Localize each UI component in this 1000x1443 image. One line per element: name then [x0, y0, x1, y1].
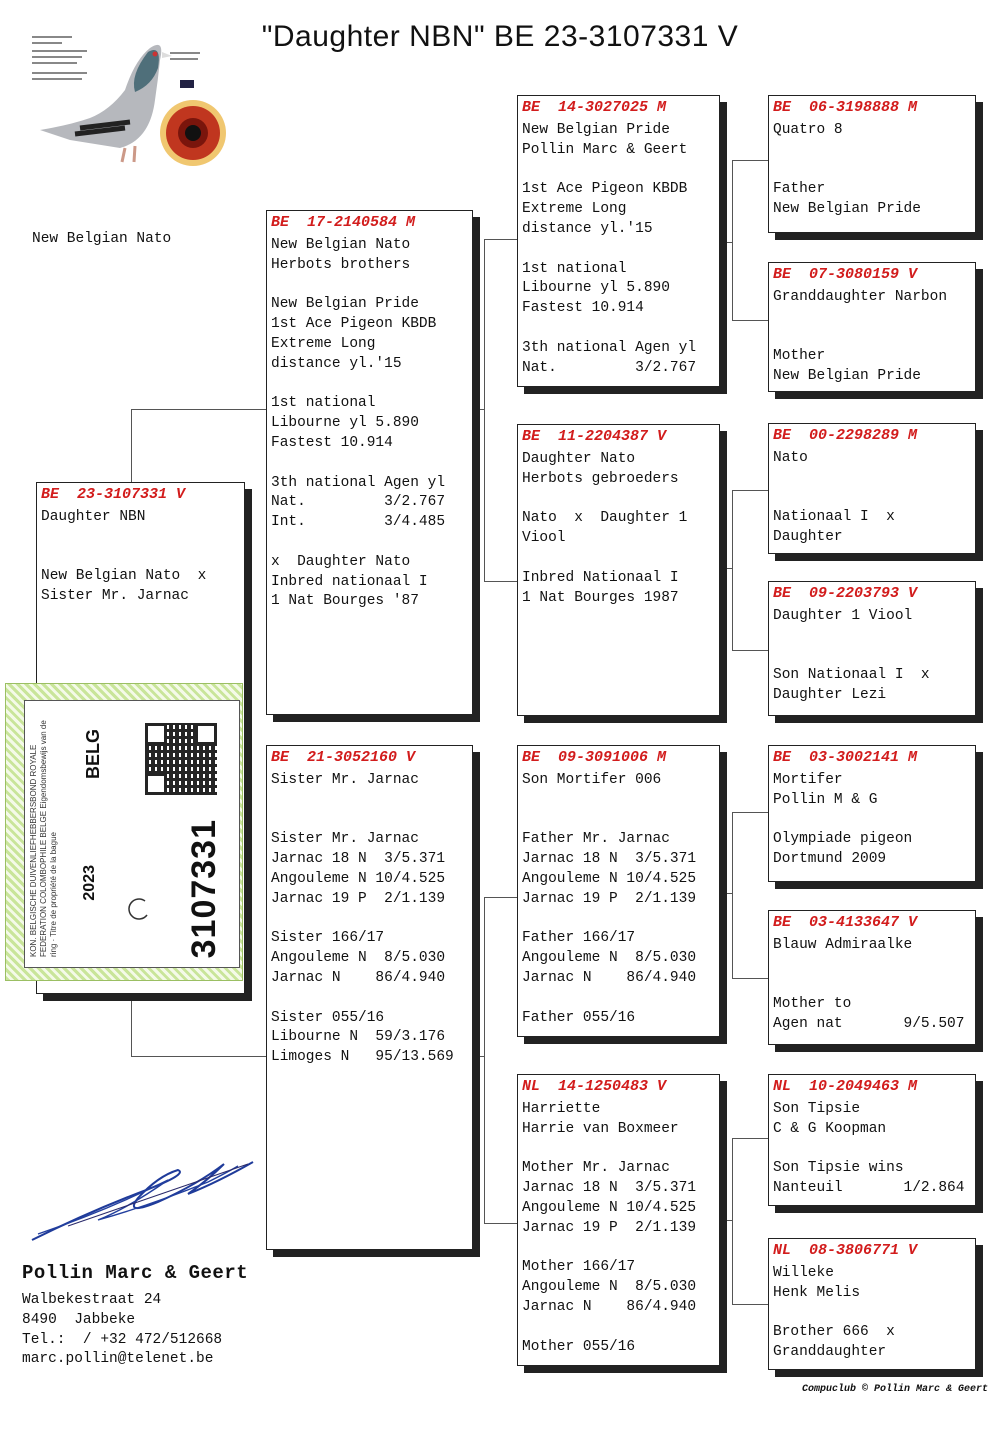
pigeon-details: Granddaughter Narbon Mother New Belgian Pride [773, 289, 948, 385]
pedigree-box-sds [768, 423, 976, 554]
pigeon-details: Harriette Harrie van Boxmeer Mother Mr. Jarnac Jarnac 18 N 3/5.371 Angouleme N 10/4.525 Jarnac 19 P 2/1.139 Mother 166/17 Angouleme N 8/5.030 Jarnac N 86/4.940 Mother 055/16 [522, 1101, 697, 1355]
pedigree-box-sss [768, 95, 976, 233]
pigeon-details: Mortifer Pollin M & G Olympiade pigeon Dortmund 2009 [773, 772, 913, 868]
ring-year: 2023 [81, 865, 98, 901]
pigeon-details: New Belgian Nato Herbots brothers New Belgian Pride 1st Ace Pigeon KBDB Extreme Long distance yl.'15 1st national Libourne yl 5.890 Fastest 10.914 3th national Agen yl Nat. 3/2.767 Int. 3/4.485 x Daughter Nato Inbred nationaal I 1 Nat Bourges '87 [271, 237, 446, 610]
pigeon-details: Son Tipsie C & G Koopman Son Tipsie wins Nanteuil 1/2.864 [773, 1101, 965, 1197]
nato-label: New Belgian Nato [32, 231, 172, 247]
connector-line [732, 812, 768, 813]
pigeon-details: Quatro 8 Father New Belgian Pride [773, 122, 921, 218]
connector-line [484, 239, 501, 240]
connector-line [131, 994, 132, 1056]
connector-line [732, 1138, 733, 1304]
connector-line [720, 242, 732, 243]
connector-line [131, 409, 132, 484]
connector-line [732, 490, 768, 491]
owner-city: 8490 Jabbeke [22, 1311, 136, 1328]
ring-header: BE 03-3002141 M [773, 749, 918, 766]
pigeon-photo [30, 30, 230, 180]
pigeon-details: Sister Mr. Jarnac Sister Mr. Jarnac Jarnac 18 N 3/5.371 Angouleme N 10/4.525 Jarnac 19 P 2/1.139 Sister 166/17 Angouleme N 8/5.030 Jarnac N 86/4.940 Sister 055/16 Libourne N 59/3.176 Limoges N 95/13.569 [271, 772, 454, 1066]
connector-line [484, 581, 517, 582]
ring-header: NL 10-2049463 M [773, 1078, 918, 1095]
connector-line [732, 978, 768, 979]
pigeon-details: Blauw Admiraalke Mother to Agen nat 9/5.507 [773, 937, 965, 1033]
connector-line [732, 650, 768, 651]
pigeon-details: Daughter Nato Herbots gebroeders Nato x Daughter 1 Viool Inbred Nationaal I 1 Nat Bourges 1987 [522, 451, 688, 606]
pigeon-details: Son Mortifer 006 Father Mr. Jarnac Jarnac 18 N 3/5.371 Angouleme N 10/4.525 Jarnac 19 P 2/1.139 Father 166/17 Angouleme N 8/5.030 Jarnac N 86/4.940 Father 055/16 [522, 772, 697, 1026]
ring-card [24, 700, 240, 968]
ring-header: BE 09-3091006 M [522, 749, 667, 766]
connector-line [501, 239, 517, 240]
pigeon-details: Nato Nationaal I x Daughter [773, 450, 895, 546]
pedigree-box-dss [768, 745, 976, 882]
connector-line [473, 1056, 484, 1057]
ring-header: BE 17-2140584 M [271, 214, 416, 231]
pedigree-box-ssd [768, 262, 976, 392]
connector-line [131, 409, 266, 410]
connector-line [720, 568, 732, 569]
ring-header: BE 00-2298289 M [773, 427, 918, 444]
ring-header: BE 21-3052160 V [271, 749, 416, 766]
credit-footer: Compuclub © Pollin Marc & Geert [801, 1384, 988, 1395]
connector-line [732, 160, 768, 161]
ring-header: BE 09-2203793 V [773, 585, 918, 602]
owner-email[interactable]: marc.pollin@telenet.be [22, 1351, 214, 1368]
ring-number: 3107331 [185, 819, 223, 959]
pedigree-box-ddd [768, 1238, 976, 1370]
pedigree-box-sire [266, 210, 473, 715]
federation-text: KON. BELGISCHE DUIVENLIEFHEBBERSBOND ROYALE FEDERATION COLOMBOPHILE BELGE Eigendomsbewijs van de ring · Titre de propriété de la bague [29, 720, 58, 957]
ring-header: BE 14-3027025 M [522, 99, 667, 116]
pigeon-details: Daughter NBN New Belgian Nato x Sister Mr. Jarnac [41, 509, 207, 605]
owner-contact [22, 1291, 222, 1370]
hologram-icon [125, 897, 151, 921]
connector-line [484, 1223, 517, 1224]
connector-line [484, 239, 485, 581]
ring-header: BE 11-2204387 V [522, 428, 667, 445]
connector-line [732, 160, 733, 320]
connector-line [131, 1056, 266, 1057]
ring-header: BE 23-3107331 V [41, 486, 186, 503]
ring-header: NL 08-3806771 V [773, 1242, 918, 1259]
pedigree-box-dam [266, 745, 473, 1250]
pigeon-details: Willeke Henk Melis Brother 666 x Granddaughter [773, 1265, 895, 1361]
connector-line [732, 812, 733, 978]
ring-header: BE 07-3080159 V [773, 266, 918, 283]
pedigree-box-dsd [768, 910, 976, 1045]
owner-phone: Tel.: / +32 472/512668 [22, 1331, 223, 1348]
owner-address: Walbekestraat 24 [22, 1292, 162, 1308]
connector-line [732, 320, 768, 321]
connector-line [484, 897, 485, 1223]
ring-header: BE 06-3198888 M [773, 99, 918, 116]
connector-line [732, 490, 733, 650]
connector-line [484, 897, 517, 898]
ring-certificate [5, 683, 243, 981]
qr-code-icon [145, 723, 217, 795]
pigeon-details: Daughter 1 Viool Son Nationaal I x Daughter Lezi [773, 608, 930, 704]
pedigree-box-dam-sire [517, 745, 720, 1037]
connector-line [732, 1304, 768, 1305]
pigeon-details: New Belgian Pride Pollin Marc & Geert 1st Ace Pigeon KBDB Extreme Long distance yl.'15 1st national Libourne yl 5.890 Fastest 10.914 3th national Agen yl Nat. 3/2.767 [522, 122, 697, 376]
connector-line [720, 893, 732, 894]
country-label: BELG [83, 729, 103, 780]
pedigree-box-sire-sire [517, 95, 720, 387]
connector-line [720, 1220, 732, 1221]
pedigree-box-sire-dam [517, 424, 720, 716]
pedigree-box-sdd [768, 581, 976, 716]
ring-header: BE 03-4133647 V [773, 914, 918, 931]
pedigree-box-dam-dam [517, 1074, 720, 1366]
page-title: "Daughter NBN" BE 23-3107331 V [261, 20, 739, 53]
ring-header: NL 14-1250483 V [522, 1078, 667, 1095]
pedigree-box-dds [768, 1074, 976, 1206]
owner-name: Pollin Marc & Geert [22, 1262, 249, 1284]
signature [28, 1150, 258, 1250]
connector-line [473, 409, 484, 410]
connector-line [732, 1138, 768, 1139]
